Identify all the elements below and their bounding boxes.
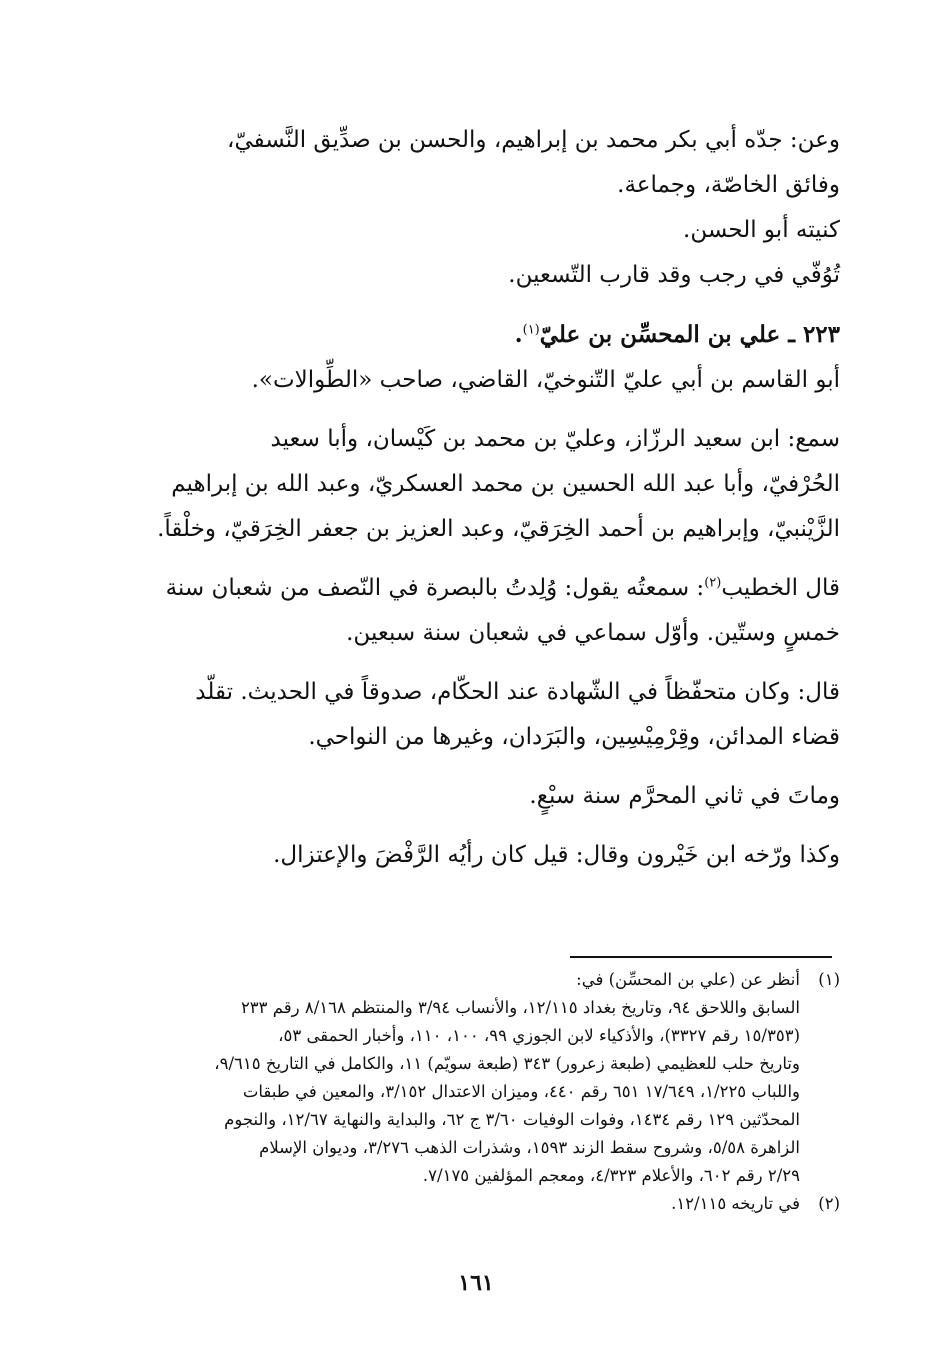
footnote-line: وتاريخ حلب للعظيمي (طبعة زعرور) ٣٤٣ (طبعة سويّم) ١١، والكامل في التاريخ ٩/٦١٥، (214, 1054, 800, 1073)
entry-heading (118, 312, 840, 358)
footnote-2 (118, 1190, 840, 1218)
text-line: وماتَ في ثاني المحرَّم سنة سبْعٍ. (529, 783, 840, 809)
footnote-divider (570, 956, 832, 958)
footnote-body (118, 966, 800, 1190)
footnote-line: السابق واللاحق ٩٤، وتاريخ بغداد ١٢/١١٥، والأنساب ٣/٩٤ والمنتظم ٨/١٦٨ رقم ٢٣٣ (240, 998, 800, 1017)
footnote-line: ٢/٢٩ رقم ٦٠٢، والأعلام ٤/٣٢٣، ومعجم المؤلفين ٧/١٧٥. (422, 1166, 800, 1185)
entry-description: أبو القاسم بن أبي عليّ التّنوخيّ، القاضي، صاحب «الطِّوالات». (251, 367, 840, 393)
text-line: سمع: ابن سعيد الرزّاز، وعليّ بن محمد بن كَيْسان، وأبا سعيد (270, 426, 840, 452)
footnote-ref-2[interactable]: (٢) (704, 575, 722, 591)
footnote-line: أنظر عن (علي بن المحسِّن) في: (576, 970, 800, 989)
text-line: وفائق الخاصّة، وجماعة. (617, 172, 840, 198)
footnote-line: واللباب ١/٢٢٥، ١٧/٦٤٩ ٦٥١ رقم ٤٤٠، وميزان الاعتدال ٣/١٥٢، والمعين في طبقات (242, 1082, 800, 1101)
footnote-1 (118, 966, 840, 1190)
text-line: الحُرْفيّ، وأبا عبد الله الحسين بن محمد العسكريّ، وعبد الله بن إبراهيم (171, 471, 840, 497)
text-line: خمسٍ وستّين. وأوّل سماعي في شعبان سنة سبعين. (346, 620, 840, 646)
footnote-line: المحدّثين ١٢٩ رقم ١٤٣٤، وفوات الوفيات ٣/٦٠ ج ٦٢، والبداية والنهاية ١٢/٦٧، والنجوم (224, 1110, 800, 1129)
footnote-line: (١٥/٣٥٣ رقم ٣٣٢٧)، والأذكياء لابن الجوزي ٩٩، ١٠٠، ١١٠، وأخبار الحمقى ٥٣، (278, 1026, 800, 1045)
text-line: كنيته أبو الحسن. (683, 217, 840, 243)
text-line: قضاء المدائن، وقِرْمِيْسِين، والبَرَدان، وغيرها من النواحي. (308, 724, 840, 750)
entry-title-end: . (514, 321, 523, 348)
footnote-ref-1[interactable]: (١) (522, 322, 540, 338)
text-line: تُوُفّي في رجب وقد قارب التّسعين. (508, 262, 840, 288)
footnote-line: في تاريخه ١٢/١١٥. (671, 1194, 800, 1213)
khatib-start: قال الخطيب (721, 575, 840, 601)
footnotes (118, 966, 840, 1218)
text-line: وكذا ورّخه ابن خَيْرون وقال: قيل كان رأيُه الرَّفْضَ والإعتزال. (273, 842, 840, 868)
page-number: ١٦١ (458, 1270, 494, 1296)
text-line: قال: وكان متحفّظاً في الشّهادة عند الحكّام، صدوقاً في الحديث. تقلّد (195, 679, 840, 705)
main-text (118, 118, 840, 878)
khatib-line (118, 566, 840, 611)
text-line: وعن: جدّه أبي بكر محمد بن إبراهيم، والحسن بن صدِّيق النَّسفيّ، (227, 127, 840, 153)
khatib-rest: : سمعتُه يقول: وُلِدتُ بالبصرة في النّصف من شعبان سنة (165, 575, 705, 601)
entry-title: ٢٢٣ ـ علي بن المحسِّن بن عليّ (539, 321, 840, 348)
text-line: الزَّيْنبيّ، وإبراهيم بن أحمد الخِرَقيّ، وعبد العزيز بن جعفر الخِرَقيّ، وخلْقاً. (157, 516, 840, 542)
footnote-number: (١) (818, 970, 840, 989)
footnote-line: الزاهرة ٥/٥٨، وشروح سقط الزند ١٥٩٣، وشذرات الذهب ٣/٢٧٦، وديوان الإسلام (259, 1138, 800, 1157)
footnote-body (118, 1190, 800, 1218)
footnote-number: (٢) (818, 1194, 840, 1213)
